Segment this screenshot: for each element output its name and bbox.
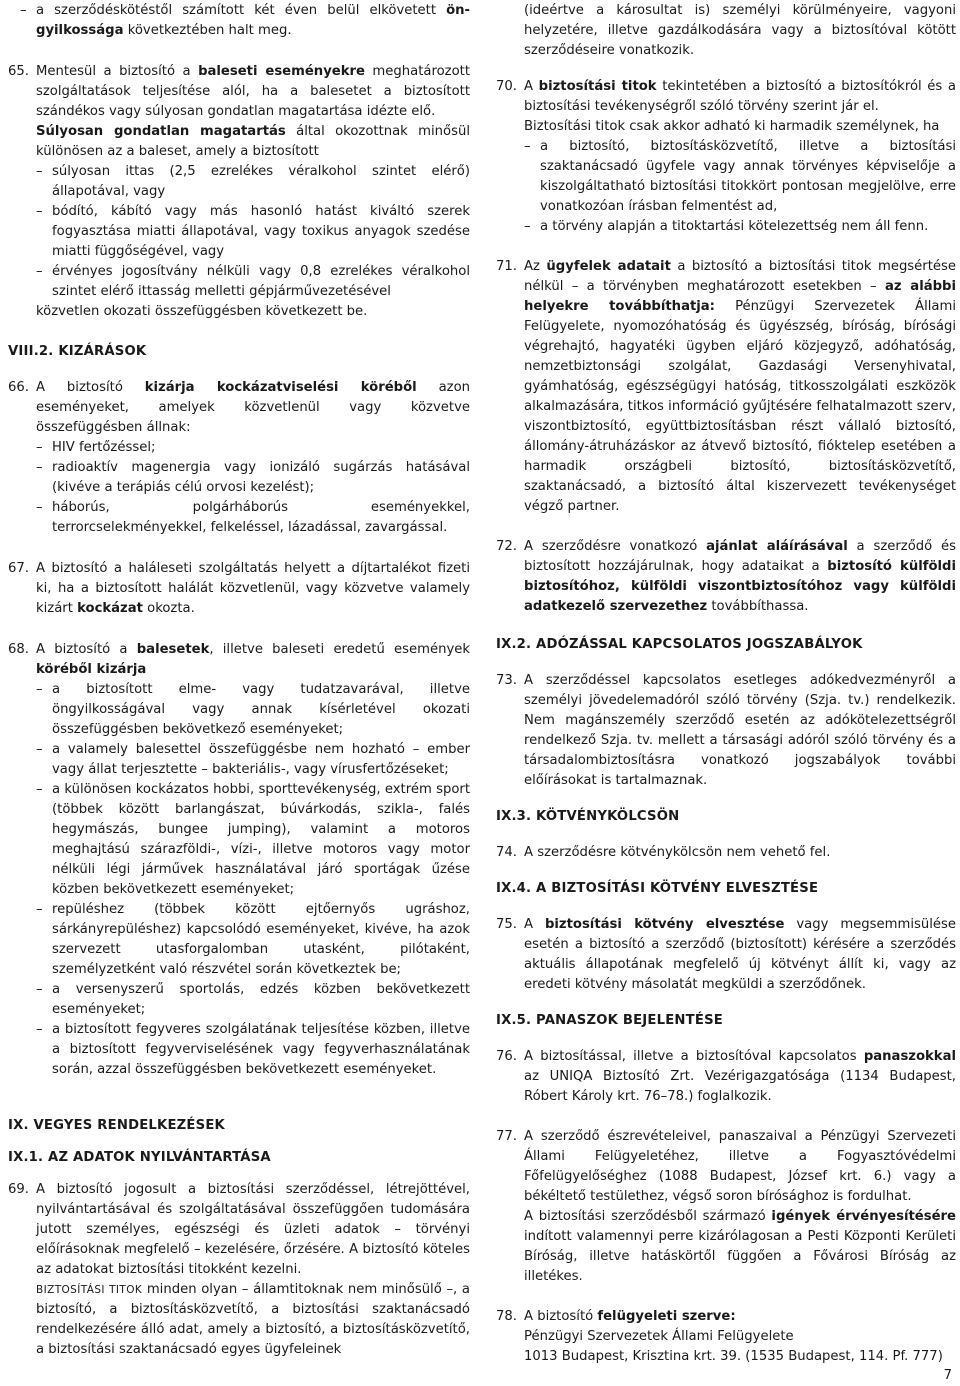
subsection-heading: IX.1. AZ ADATOK NYILVÁNTARTÁSA [8,1150,271,1165]
list-item: – a biztosított fegyveres szolgálatának teljesítése közben, illetve a biztosított fegyverviselésének vagy fegyverhasználatának során, azzal összefüggésben bekövetkezett eseményeket. [36,1020,470,1080]
paragraph-77: 77. A szerződő észrevételeivel, panaszaival a Pénzügyi Szervezeti Állami Felügyeletéhez, illetve a Fogyasztóvédelmi Főfelügyelőséghez (1088 Budapest, József krt. 6.) vagy a békéltető testülethez, végső soron bírósághoz is fordulhat. A biztosítási szerződésből származó igények érvényesítésére indított valamennyi perre kizárólagosan a Pesti Központi Kerületi Bíróság, illetve hatáskörtől függően a Fővárosi Bíróság az illetékes. [496,1129,956,1284]
subsection-heading: IX.2. ADÓZÁSSAL KAPCSOLATOS JOGSZABÁLYOK [496,637,863,652]
list-item: – a törvény alapján a titoktartási kötelezettség nem áll fenn. [524,217,956,237]
paragraph-72: 72. A szerződésre vonatkozó ajánlat aláírásával a szerződő és biztosított hozzájárulnak, hogy adataikat a biztosító külföldi biztosítóhoz, külföldi viszontbiztosítóhoz vagy külföldi adatkezelő szervezethez továbbíthassa. [496,539,957,614]
list-item: – repüléshez (többek között ejtőernyős ugráshoz, sárkányrepüléshez) kapcsolódó eseményeket, kivéve, ha azok szervezett utasforgalomban utasként, pilótaként, személyzetként való részvétel során következtek be; [36,900,470,980]
list-item: – radioaktív magenergia vagy ionizáló sugárzás hatásával (kivéve a terápiás célú orvosi kezelést); [36,458,470,498]
paragraph-74: 74. A szerződésre kötvénykölcsön nem vehető fel. [496,845,831,860]
list-item: – HIV fertőzéssel; [36,438,470,458]
list-item: – érvényes jogosítvány nélküli vagy 0,8 ezrelékes véralkohol szintet elérő ittasság melletti gépjárművezetésével [36,262,470,302]
subsection-heading: IX.4. A BIZTOSÍTÁSI KÖTVÉNY ELVESZTÉSE [496,881,819,896]
list-item: – a különösen kockázatos hobbi, sporttevékenység, extrém sport (többek között barlangászat, búvárkodás, szikla-, falés hegymászás, bungee jumping), valamint a motoros meghajtású szárazföldi-, vízi-, illetve motoros vagy motor nélküli légi járművek használatával járó sportágak űzése közben bekövetkezett eseményeket; [36,780,470,900]
list-item: – a biztosító, biztosításközvetítő, illetve a biztosítási szaktanácsadó ügyfele vagy annak törvényes képviselője a kiszolgáltatható biztosítási titokkört pontosan megjelölve, erre vonatkozóan írásban felmentést ad, [524,137,956,217]
right-column [496,0,956,1367]
list-item: – súlyosan ittas (2,5 ezrelékes véralkohol szintet elérő) állapotával, vagy [36,162,470,202]
section-heading: VIII.2. KIZÁRÁSOK [8,344,147,359]
paragraph-76: 76. A biztosítással, illetve a biztosítóval kapcsolatos panaszokkal az UNIQA Biztosító Zrt. Vezérigazgatósága (1134 Budapest, Róbert Károly krt. 76–78.) foglalkozik. [496,1049,956,1104]
page-number: 7 [943,1368,952,1383]
paragraph-67: 67. A biztosító a haláleseti szolgáltatás helyett a díjtartalékot fizeti ki, ha a biztosított halálát közvetlenül, vagy közvetve valamely kizárt kockázat okozta. [8,561,470,616]
section-heading: IX. VEGYES RENDELKEZÉSEK [8,1118,225,1133]
left-column [8,0,470,1360]
list-item: – háborús, polgárháborús eseményekkel, terrorcselekményekkel, felkeléssel, lázadással, zavargással. [36,498,470,538]
list-item: – a versenyszerű sportolás, edzés közben bekövetkezett eseményeket; [36,980,470,1020]
list-item: – bódító, kábító vagy más hasonló hatást kiváltó szerek fogyasztása miatti állapotával, vagy toxikus anyagok szedése miatti függőségével, vagy [36,202,470,262]
paragraph-69: 69. A biztosító jogosult a biztosítási szerződéssel, létrejöttével, nyilvántartásával és szolgáltatásával összefüggően tudomására jutott személyes, egészségi és üzleti adatok – törvényi előírásoknak megfelelő – kezelésére, őrzésére. A biztosító köteles az adatokat biztosítási titokként kezelni. BIZTOSÍTÁSI TITOK minden olyan – államtitoknak nem minősülő –, a biztosító, a biztosításközvetítő, a biztosítási szaktanácsadó rendelkezésére álló adat, amely a biztosító, a biztosításközvetítő, a biztosítási szaktanácsadó egyes ügyfeleinek [8,1182,470,1357]
paragraph-66: 66. A biztosító kizárja kockázatviselési köréből azon eseményeket, amelyek közvetlenül vagy közvetve összefüggésben állnak: – HIV fertőzéssel; – radioaktív magenergia vagy ionizáló sugárzás hatásával (kivéve a terápiás célú orvosi kezelést); – háborús, polgárháborús eseményekkel, terrorcselekményekkel, felkeléssel, lázadással, zavargással. [8,378,470,538]
paragraph-65: 65. Mentesül a biztosító a baleseti eseményekre meghatározott szolgáltatások teljesítése alól, ha a balesetet a biztosított szándékos vagy súlyosan gondatlan magatartása idézte elő. Súlyosan gondatlan magatartás által okozottnak minősül különösen az a baleset, amely a biztosított – súlyosan ittas (2,5 ezrelékes véralkohol szintet elérő) állapotával, vagy – bódító, kábító vagy más hasonló hatást kiváltó szerek fogyasztása miatti állapotával, vagy toxikus anyagok szedése miatti függőségével, vagy – érvényes jogosítvány nélküli vagy 0,8 ezrelékes véralkohol szintet elérő ittasság melletti gépjárművezetésével közvetlen okozati összefüggésben következett be. [8,62,470,322]
paragraph-78: 78. A biztosító felügyeleti szerve: Pénzügyi Szervezetek Állami Felügyelete 1013 Budapest, Krisztina krt. 39. (1535 Budapest, 114. Pf. 777) [496,1309,943,1364]
list-item: – a biztosított elme- vagy tudatzavarával, illetve öngyilkosságával vagy annak kísérletével okozati összefüggésben bekövetkező eseményeket; [36,680,470,740]
subsection-heading: IX.5. PANASZOK BEJELENTÉSE [496,1013,723,1028]
paragraph-73: 73. A szerződéssel kapcsolatos esetleges adókedvezményről a személyi jövedelemadóról szóló törvény (Szja. tv.) rendelkezik. Nem magánszemély szerződő esetén az adókötelezettségről rendelkező Szja. tv. mellett a társasági adóról szóló törvény és a társadalombiztosításra vonatkozó jogszabályok további előírásokat is tartalmaznak. [496,673,956,788]
subsection-heading: IX.3. KÖTVÉNYKÖLCSÖN [496,809,680,824]
list-item: – a szerződéskötéstől számított két éven belül elkövetett ön-gyilkossága következtében halt meg. [8,1,470,41]
paragraph-75: 75. A biztosítási kötvény elvesztése vagy megsemmisülése esetén a biztosító a szerződő (biztosított) kérésére a szerződés aktuális állapotának megfelelő új kötvényt állít ki, vagy az eredeti kötvény másolatát megküldi a szerződőnek. [496,917,956,992]
paragraph-70: 70. A biztosítási titok tekintetében a biztosító a biztosítókról és a biztosítási tevékenységről szóló törvény szerint jár el. Biztosítási titok csak akkor adható ki harmadik személynek, ha – a biztosító, biztosításközvetítő, illetve a biztosítási szaktanácsadó ügyfele vagy annak törvényes képviselője a kiszolgáltatható biztosítási titokkört pontosan megjelölve, erre vonatkozóan írásban felmentést ad, – a törvény alapján a titoktartási kötelezettség nem áll fenn. [496,77,956,237]
continued-text: (ideértve a károsultat is) személyi körülményeire, vagyoni helyzetére, illetve gazdálkodására vagy a biztosítóval kötött szerződéseire vonatkozik. [524,3,956,58]
paragraph-71: 71. Az ügyfelek adatait a biztosító a biztosítási titok megsértése nélkül – a törvényben meghatározott esetekben – az alábbi helyekre továbbíthatja: Pénzügyi Szervezetek Állami Felügyelete, nyomozóhatóság és ügyészség, bíróság, bírósági végrehajtó, hagyatéki ügyben eljáró közjegyző, adóhatóság, nemzetbiztonsági szolgálat, Gazdasági Versenyhivatal, gyámhatóság, egészségügyi hatóság, titkosszolgálati eszközök alkalmazására, titkos információ gyűjtésére felhatalmazott szerv, viszontbiztosító, együttbiztosításban részt vállaló biztosító, állomány-átruházáskor az átvevő biztosító, fióktelep esetében a harmadik országbeli biztosító, biztosításközvetítő, szaktanácsadó, a biztosító által kiszervezett tevékenységet végző partner. [496,259,957,514]
list-item: – a valamely balesettel összefüggésbe nem hozható – ember vagy állat terjesztette – bakteriális-, vagy vírusfertőzéseket; [36,740,470,780]
paragraph-68: 68. A biztosító a balesetek, illetve baleseti eredetű események köréből kizárja – a biztosított elme- vagy tudatzavarával, illetve öngyilkosságával vagy annak kísérletével okozati összefüggésben bekövetkező eseményeket; – a valamely balesettel összefüggésbe nem hozható – ember vagy állat terjesztette – bakteriális-, vagy vírusfertőzéseket; – a különösen kockázatos hobbi, sporttevékenység, extrém sport (többek között barlangászat, búvárkodás, szikla-, falés hegymászás, bungee jumping), valamint a motoros meghajtású szárazföldi-, vízi-, illetve motoros vagy motor nélküli légi járművek használatával járó sportágak űzése közben bekövetkezett eseményeket; – repüléshez (többek között ejtőernyős ugráshoz, sárkányrepüléshez) kapcsolódó eseményeket, kivéve, ha azok szervezett utasforgalomban utasként, pilótaként, személyzetként való részvétel során következtek be; – a versenyszerű sportolás, edzés közben bekövetkezett eseményeket; – a biztosított fegyveres szolgálatának teljesítése közben, illetve a biztosított fegyverviselésének vagy fegyverhasználatának során, azzal összefüggésben bekövetkezett eseményeket. [8,640,470,1080]
